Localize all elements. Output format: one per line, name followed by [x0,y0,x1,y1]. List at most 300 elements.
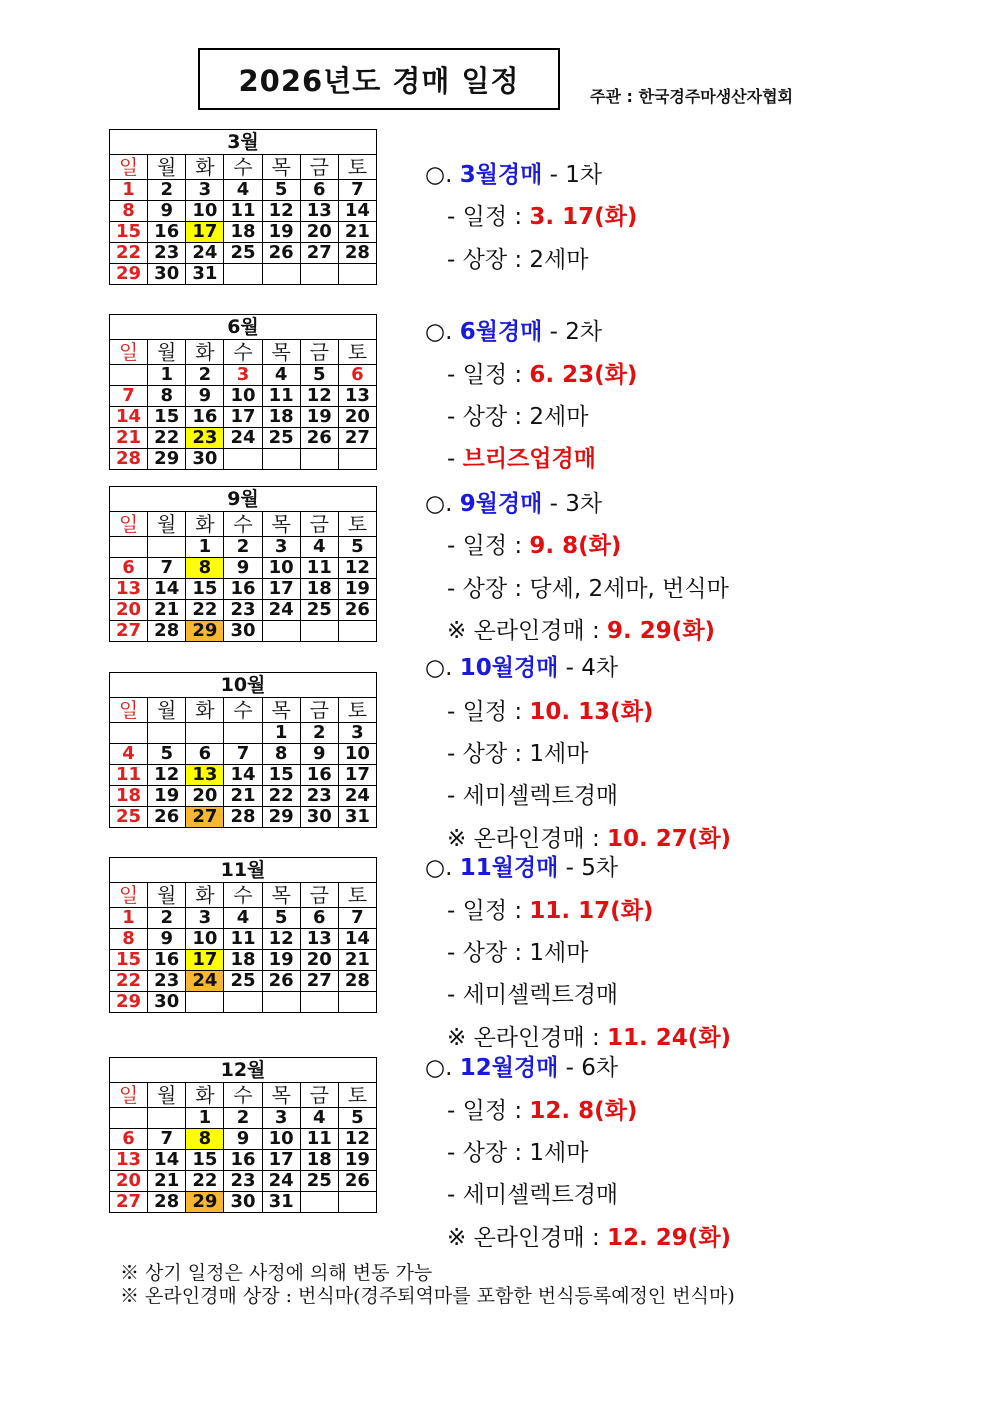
day-cell: 21 [224,786,262,807]
weekday-header: 금 [300,155,338,180]
auction-heading [425,160,602,190]
day-cell [110,1108,148,1129]
day-cell: 3 [338,723,376,744]
month-label: 6월 [110,315,377,340]
day-cell: 19 [338,1150,376,1171]
weekday-header: 목 [262,883,300,908]
day-cell: 18 [110,786,148,807]
day-cell: 19 [148,786,186,807]
day-cell: 5 [338,1108,376,1129]
day-cell [300,621,338,642]
weekday-header: 월 [148,698,186,723]
day-cell: 11 [110,765,148,786]
weekday-header: 일 [110,698,148,723]
month-calendar [109,857,377,1013]
weekday-header: 화 [186,698,224,723]
day-cell: 22 [186,1171,224,1192]
auction-month: 12월경매 [459,1055,559,1081]
day-cell: 9 [300,744,338,765]
day-cell: 23 [148,243,186,264]
day-cell: 15 [110,950,148,971]
detail-label: - 일정 : [447,898,530,924]
day-cell: 18 [224,222,262,243]
day-cell [262,264,300,285]
day-cell: 28 [338,243,376,264]
day-cell: 27 [300,971,338,992]
day-cell: 18 [224,950,262,971]
detail-label: - 상장 : 2세마 [447,404,589,430]
day-cell: 17 [338,765,376,786]
day-cell: 20 [338,407,376,428]
day-cell: 7 [148,558,186,579]
day-cell [300,264,338,285]
bullet: ○. [425,162,460,188]
day-cell: 24 [186,243,224,264]
day-cell: 7 [224,744,262,765]
auction-detail [447,1223,731,1253]
day-cell: 11 [262,386,300,407]
detail-label: - [447,446,463,472]
day-cell: 29 [186,1192,224,1213]
auction-detail [447,202,637,232]
day-cell: 19 [300,407,338,428]
auction-detail [447,1096,637,1126]
day-cell: 10 [262,558,300,579]
day-cell: 18 [300,579,338,600]
weekday-header: 월 [148,155,186,180]
day-cell: 26 [338,1171,376,1192]
month-calendar [109,314,377,470]
day-cell: 4 [224,908,262,929]
day-cell: 19 [262,222,300,243]
organizer-label: 주관 : 한국경주마생산자협회 [590,87,794,106]
day-cell: 12 [338,558,376,579]
day-cell: 16 [186,407,224,428]
auction-detail [447,444,596,474]
day-cell: 30 [148,992,186,1013]
auction-detail [447,531,621,561]
day-cell [186,992,224,1013]
day-cell: 5 [262,180,300,201]
footnote: ※ 온라인경매 상장 : 번식마(경주퇴역마를 포함한 번식등록예정인 번식마) [120,1285,735,1307]
weekday-header: 토 [338,512,376,537]
day-cell [338,621,376,642]
day-cell: 10 [186,201,224,222]
detail-value: 9. 29(화) [607,618,716,644]
auction-heading [425,653,618,683]
day-cell: 30 [224,621,262,642]
day-cell: 4 [110,744,148,765]
day-cell: 21 [148,1171,186,1192]
day-cell: 17 [186,950,224,971]
day-cell: 28 [110,449,148,470]
day-cell: 25 [110,807,148,828]
auction-heading [425,1053,618,1083]
day-cell [224,723,262,744]
day-cell: 17 [224,407,262,428]
month-calendar [109,672,377,828]
day-cell [338,264,376,285]
auction-round: - 5차 [558,855,619,881]
day-cell: 31 [186,264,224,285]
day-cell: 15 [186,579,224,600]
month-label: 3월 [110,130,377,155]
day-cell: 3 [262,1108,300,1129]
day-cell [338,449,376,470]
day-cell: 29 [110,992,148,1013]
weekday-header: 월 [148,883,186,908]
weekday-header: 일 [110,512,148,537]
day-cell: 25 [262,428,300,449]
auction-detail [447,824,731,854]
weekday-header: 목 [262,340,300,365]
detail-label: - 일정 : [447,204,530,230]
day-cell: 8 [186,558,224,579]
weekday-header: 토 [338,340,376,365]
auction-heading [425,489,602,519]
day-cell: 24 [262,1171,300,1192]
day-cell: 4 [300,1108,338,1129]
day-cell: 30 [186,449,224,470]
day-cell: 16 [224,579,262,600]
day-cell: 5 [338,537,376,558]
weekday-header: 목 [262,1083,300,1108]
detail-label: - 세미셀렉트경매 [447,783,619,809]
day-cell [262,992,300,1013]
day-cell: 12 [338,1129,376,1150]
weekday-header: 월 [148,512,186,537]
day-cell: 7 [110,386,148,407]
day-cell: 2 [186,365,224,386]
weekday-header: 월 [148,340,186,365]
day-cell: 11 [224,929,262,950]
day-cell: 28 [148,621,186,642]
weekday-header: 금 [300,340,338,365]
day-cell: 13 [186,765,224,786]
day-cell [224,264,262,285]
day-cell: 8 [186,1129,224,1150]
day-cell: 22 [110,243,148,264]
detail-label: - 상장 : 1세마 [447,1140,589,1166]
day-cell: 2 [148,180,186,201]
day-cell: 17 [186,222,224,243]
day-cell: 13 [110,1150,148,1171]
weekday-header: 토 [338,883,376,908]
day-cell [224,449,262,470]
day-cell: 12 [148,765,186,786]
day-cell: 20 [186,786,224,807]
day-cell: 20 [300,222,338,243]
bullet: ○. [425,1055,460,1081]
day-cell: 1 [110,908,148,929]
day-cell: 13 [300,201,338,222]
weekday-header: 금 [300,883,338,908]
auction-detail [447,938,589,968]
auction-round: - 4차 [558,655,619,681]
auction-detail [447,697,653,727]
day-cell: 14 [148,579,186,600]
day-cell: 28 [224,807,262,828]
day-cell: 24 [186,971,224,992]
day-cell: 24 [338,786,376,807]
day-cell: 31 [338,807,376,828]
day-cell: 21 [148,600,186,621]
day-cell [338,1192,376,1213]
day-cell: 7 [338,180,376,201]
day-cell: 1 [262,723,300,744]
weekday-header: 화 [186,155,224,180]
day-cell: 12 [300,386,338,407]
day-cell: 27 [110,621,148,642]
day-cell: 8 [148,386,186,407]
footnotes [120,1262,735,1308]
auction-detail [447,1023,731,1053]
day-cell: 8 [262,744,300,765]
day-cell: 29 [262,807,300,828]
day-cell: 16 [148,222,186,243]
day-cell: 11 [300,558,338,579]
weekday-header: 수 [224,1083,262,1108]
day-cell: 1 [148,365,186,386]
detail-label: - 세미셀렉트경매 [447,982,619,1008]
day-cell: 14 [338,929,376,950]
weekday-header: 수 [224,883,262,908]
day-cell: 25 [300,600,338,621]
auction-month: 3월경매 [459,162,543,188]
month-label: 9월 [110,487,377,512]
weekday-header: 수 [224,512,262,537]
day-cell: 22 [148,428,186,449]
detail-value: 12. 8(화) [529,1098,638,1124]
auction-detail [447,1138,589,1168]
detail-label: ※ 온라인경매 : [447,826,608,852]
day-cell: 12 [262,929,300,950]
day-cell [300,449,338,470]
day-cell: 10 [338,744,376,765]
day-cell: 1 [186,537,224,558]
detail-value: 11. 24(화) [607,1025,732,1051]
day-cell: 27 [338,428,376,449]
day-cell [110,365,148,386]
day-cell: 30 [148,264,186,285]
auction-detail [447,739,589,769]
day-cell: 14 [338,201,376,222]
auction-detail [447,781,618,811]
day-cell [110,537,148,558]
day-cell: 2 [148,908,186,929]
day-cell: 11 [224,201,262,222]
day-cell: 29 [148,449,186,470]
day-cell [300,992,338,1013]
weekday-header: 일 [110,155,148,180]
day-cell [224,992,262,1013]
day-cell: 1 [186,1108,224,1129]
detail-label: - 일정 : [447,699,530,725]
day-cell: 5 [262,908,300,929]
day-cell: 6 [300,908,338,929]
day-cell: 6 [300,180,338,201]
day-cell: 5 [300,365,338,386]
day-cell: 26 [148,807,186,828]
auction-detail [447,245,589,275]
day-cell: 23 [224,600,262,621]
weekday-header: 일 [110,1083,148,1108]
weekday-header: 화 [186,1083,224,1108]
bullet: ○. [425,491,460,517]
auction-round: - 3차 [542,491,603,517]
detail-label: ※ 온라인경매 : [447,1225,608,1251]
auction-month: 10월경매 [459,655,559,681]
weekday-header: 목 [262,512,300,537]
weekday-header: 토 [338,155,376,180]
day-cell: 30 [300,807,338,828]
detail-value: 6. 23(화) [529,362,638,388]
day-cell: 30 [224,1192,262,1213]
month-label: 12월 [110,1058,377,1083]
day-cell: 19 [262,950,300,971]
day-cell [300,1192,338,1213]
detail-label: - 일정 : [447,533,530,559]
day-cell: 27 [110,1192,148,1213]
day-cell: 10 [262,1129,300,1150]
day-cell: 17 [262,579,300,600]
weekday-header: 수 [224,698,262,723]
day-cell: 26 [300,428,338,449]
day-cell: 27 [186,807,224,828]
day-cell: 10 [186,929,224,950]
day-cell: 4 [262,365,300,386]
footnote: ※ 상기 일정은 사정에 의해 변동 가능 [120,1262,433,1284]
day-cell: 3 [186,180,224,201]
day-cell: 13 [300,929,338,950]
auction-detail [447,980,618,1010]
day-cell: 20 [110,1171,148,1192]
day-cell: 22 [186,600,224,621]
auction-round: - 2차 [542,319,603,345]
day-cell: 7 [148,1129,186,1150]
auction-round: - 1차 [542,162,603,188]
day-cell: 26 [338,600,376,621]
detail-label: - 세미셀렉트경매 [447,1182,619,1208]
detail-label: - 일정 : [447,362,530,388]
day-cell: 27 [300,243,338,264]
day-cell: 8 [110,201,148,222]
weekday-header: 화 [186,340,224,365]
day-cell [148,723,186,744]
auction-month: 9월경매 [459,491,543,517]
weekday-header: 수 [224,155,262,180]
day-cell [148,1108,186,1129]
day-cell: 17 [262,1150,300,1171]
day-cell: 22 [262,786,300,807]
month-calendar [109,129,377,285]
day-cell: 15 [262,765,300,786]
day-cell: 3 [262,537,300,558]
auction-heading [425,853,618,883]
day-cell: 9 [148,201,186,222]
day-cell: 12 [262,201,300,222]
detail-label: - 일정 : [447,1098,530,1124]
day-cell: 14 [110,407,148,428]
day-cell: 6 [186,744,224,765]
day-cell: 16 [300,765,338,786]
weekday-header: 금 [300,698,338,723]
day-cell: 4 [224,180,262,201]
day-cell: 19 [338,579,376,600]
auction-detail [447,1180,618,1210]
weekday-header: 일 [110,340,148,365]
detail-label: ※ 온라인경매 : [447,618,608,644]
day-cell: 26 [262,971,300,992]
day-cell: 5 [148,744,186,765]
day-cell: 23 [224,1171,262,1192]
day-cell [148,537,186,558]
detail-value: 12. 29(화) [607,1225,732,1251]
detail-value: 10. 13(화) [529,699,654,725]
auction-detail [447,616,715,646]
day-cell: 23 [300,786,338,807]
day-cell [262,621,300,642]
day-cell: 14 [224,765,262,786]
day-cell: 6 [110,558,148,579]
day-cell: 28 [148,1192,186,1213]
weekday-header: 일 [110,883,148,908]
day-cell: 3 [224,365,262,386]
weekday-header: 목 [262,698,300,723]
day-cell: 29 [110,264,148,285]
auction-detail [447,574,729,604]
day-cell: 24 [224,428,262,449]
detail-label: - 상장 : 1세마 [447,741,589,767]
page-title: 2026년도 경매 일정 [198,48,560,110]
day-cell: 7 [338,908,376,929]
day-cell: 16 [224,1150,262,1171]
detail-value: 브리즈업경매 [462,446,596,472]
weekday-header: 화 [186,512,224,537]
day-cell: 20 [110,600,148,621]
day-cell: 13 [110,579,148,600]
weekday-header: 금 [300,1083,338,1108]
day-cell [338,992,376,1013]
day-cell: 16 [148,950,186,971]
day-cell: 20 [300,950,338,971]
day-cell [110,723,148,744]
day-cell: 2 [224,1108,262,1129]
auction-detail [447,896,653,926]
day-cell [262,449,300,470]
month-label: 10월 [110,673,377,698]
day-cell: 21 [110,428,148,449]
weekday-header: 화 [186,883,224,908]
month-calendar [109,1057,377,1213]
detail-value: 3. 17(화) [529,204,638,230]
day-cell: 1 [110,180,148,201]
day-cell: 2 [224,537,262,558]
day-cell: 6 [110,1129,148,1150]
bullet: ○. [425,655,460,681]
day-cell: 3 [186,908,224,929]
detail-label: - 상장 : 1세마 [447,940,589,966]
auction-month: 11월경매 [459,855,559,881]
day-cell: 8 [110,929,148,950]
day-cell: 6 [338,365,376,386]
auction-detail [447,402,589,432]
bullet: ○. [425,855,460,881]
day-cell: 18 [300,1150,338,1171]
weekday-header: 토 [338,1083,376,1108]
detail-value: 9. 8(화) [529,533,622,559]
auction-heading [425,317,602,347]
